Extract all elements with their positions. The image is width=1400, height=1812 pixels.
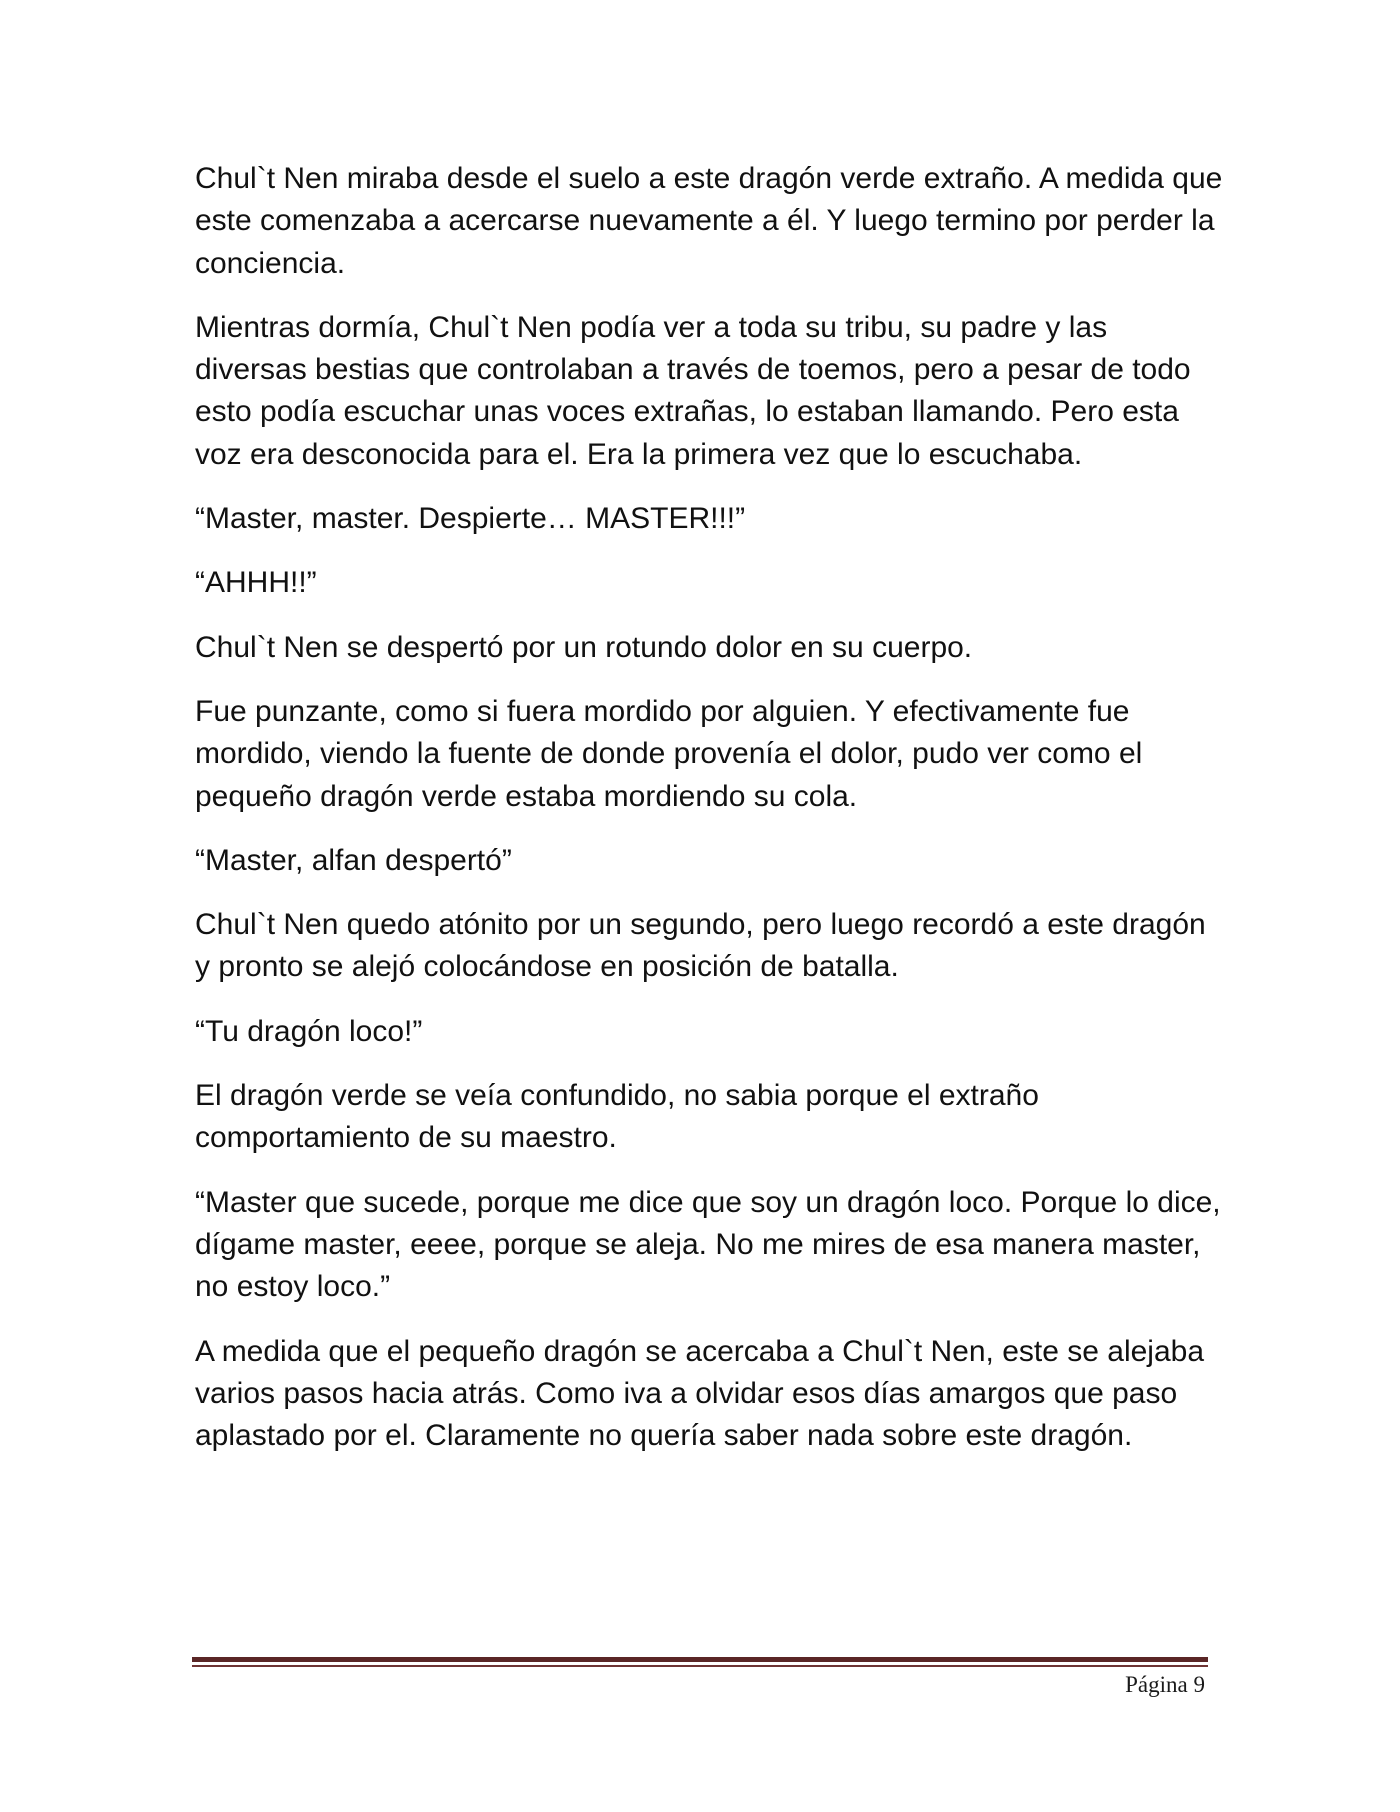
dialogue-line: “Master, master. Despierte… MASTER!!!” [195, 502, 746, 536]
body-text [195, 158, 1225, 1479]
paragraph: Fue punzante, como si fuera mordido por alguien. Y efectivamente fue mordido, viendo la fuente de donde provenía el dolor, pudo ver como el pequeño dragón verde estaba mordiendo su cola. [195, 694, 1143, 813]
paragraph: Chul`t Nen miraba desde el suelo a este dragón verde extraño. A medida que este comenzaba a acercarse nuevamente a él. Y luego termino por perder la conciencia. [195, 162, 1223, 280]
paragraph: El dragón verde se veía confundido, no sabia porque el extraño comportamiento de su maestro. [195, 1079, 1039, 1155]
page-number: Página 9 [1125, 1672, 1205, 1697]
dialogue-line: “Tu dragón loco!” [195, 1014, 423, 1048]
dialogue-line: “AHHH!!” [195, 566, 317, 600]
paragraph: Chul`t Nen se despertó por un rotundo dolor en su cuerpo. [195, 630, 973, 664]
paragraph: Mientras dormía, Chul`t Nen podía ver a toda su tribu, su padre y las diversas bestias que controlaban a través de toemos, pero a pesar de todo esto podía escuchar unas voces extrañas, lo estaban llamando. Pero esta voz era desconocida para el. Era la primera vez que lo escuchaba. [195, 310, 1191, 471]
paragraph: Chul`t Nen quedo atónito por un segundo, pero luego recordó a este dragón y pronto se alejó colocándose en posición de batalla. [195, 908, 1206, 984]
dialogue-line: “Master que sucede, porque me dice que soy un dragón loco. Porque lo dice, dígame master, eeee, porque se aleja. No me mires de esa manera master, no estoy loco.” [195, 1185, 1221, 1304]
dialogue-line: “Master, alfan despertó” [195, 843, 512, 877]
footer-rule [192, 1657, 1208, 1662]
paragraph: A medida que el pequeño dragón se acercaba a Chul`t Nen, este se alejaba varios pasos hacia atrás. Como iva a olvidar esos días amargos que paso aplastado por el. Claramente no quería saber nada sobre este dragón. [195, 1334, 1205, 1453]
footer-rule-secondary [192, 1665, 1208, 1667]
